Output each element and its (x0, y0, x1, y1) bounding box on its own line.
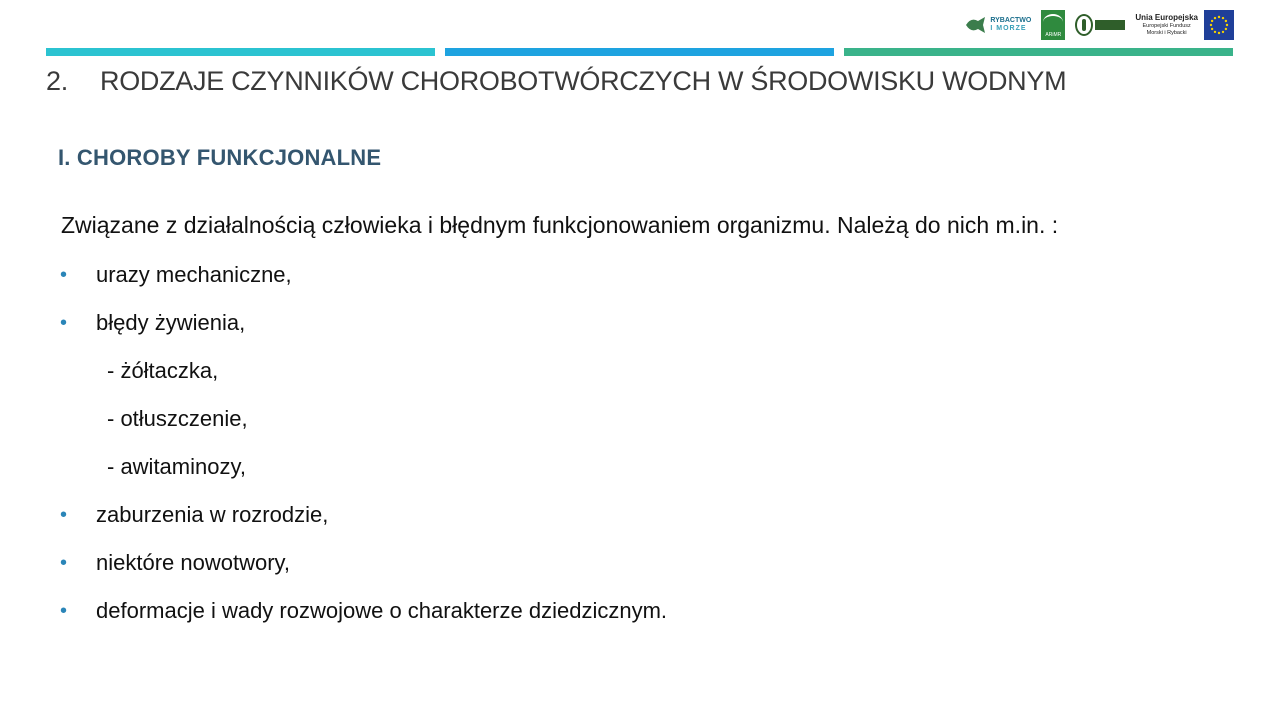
list-item: • deformacje i wady rozwojowe o charakterze dziedzicznym. (61, 598, 667, 646)
title-text: RODZAJE CZYNNIKÓW CHOROBOTWÓRCZYCH W ŚRODOWISKU WODNYM (100, 66, 1067, 96)
eu-title: Unia Europejska (1135, 13, 1198, 22)
title-number: 2. (46, 66, 68, 96)
eu-fund-line1: Europejski Fundusz (1142, 23, 1191, 29)
eu-fund-line2: Morski i Rybacki (1146, 30, 1187, 36)
slide-title (46, 66, 1066, 97)
list-item: • zaburzenia w rozrodzie, (61, 502, 667, 550)
partner-logos (965, 8, 1234, 42)
sub-list-item: - awitaminozy, (107, 454, 246, 479)
header-bar-green (844, 48, 1233, 56)
prow-bar (1095, 20, 1125, 30)
intro-text: Związane z działalnością człowieka i błędnym funkcjonowaniem organizmu. Należą do nich m.in. : (61, 212, 1059, 238)
eu-flag-icon (1204, 10, 1234, 40)
prow-logo (1075, 14, 1125, 36)
eu-logo (1135, 10, 1234, 40)
section-heading: I. CHOROBY FUNKCJONALNE (58, 145, 382, 170)
arimr-logo (1041, 10, 1065, 40)
rybactwo-logo (965, 15, 1031, 35)
rybactwo-line2: I MORZE (990, 25, 1027, 32)
list-item: • urazy mechaniczne, (61, 262, 667, 310)
arimr-label: ARiMR (1045, 32, 1062, 38)
disease-list (61, 262, 667, 646)
sub-list-item: - żółtaczka, (107, 358, 219, 383)
header-bar-cyan (46, 48, 435, 56)
rybactwo-line1: RYBACTWO (990, 17, 1032, 24)
leaf-icon (1075, 14, 1093, 36)
fish-icon (965, 15, 987, 35)
header-bar-blue (445, 48, 834, 56)
list-item: • niektóre nowotwory, (61, 550, 667, 598)
sub-list-item: - otłuszczenie, (107, 406, 248, 431)
list-item: • błędy żywienia, (61, 310, 667, 358)
